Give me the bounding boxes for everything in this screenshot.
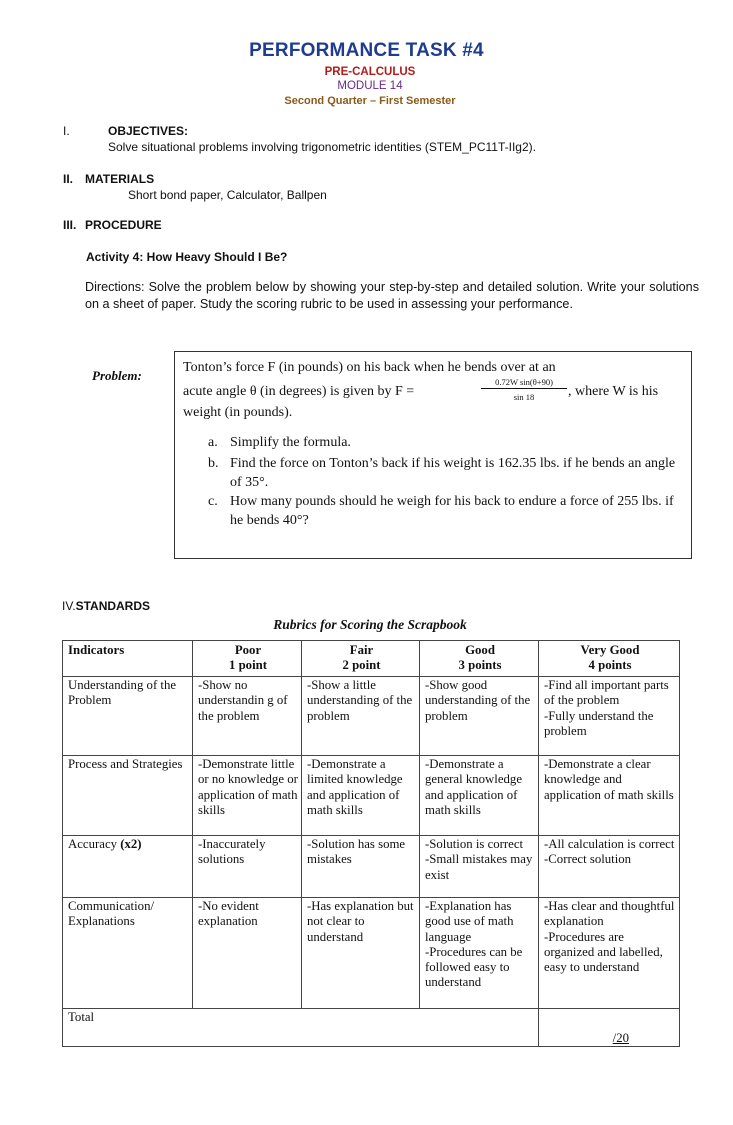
- rubric-table: [62, 640, 680, 1047]
- total-score: /20: [612, 1030, 629, 1045]
- very-good-cell: -Demonstrate a clear knowledge and application of math skills: [539, 756, 680, 836]
- problem-line-2: [183, 384, 414, 400]
- very-good-cell: -Has clear and thoughtful explanation -Procedures are organized and labelled, easy to understand: [539, 898, 680, 1009]
- formula-denominator: sin 18: [513, 392, 535, 402]
- fair-cell: -Demonstrate a limited knowledge and application of math skills: [302, 756, 420, 836]
- objectives-number: I.: [63, 124, 70, 138]
- problem-item-b: [208, 454, 688, 494]
- objectives-heading: OBJECTIVES:: [108, 124, 189, 138]
- fair-cell: -Show a little understanding of the problem: [302, 677, 420, 756]
- problem-line-3: weight (in pounds).: [183, 405, 293, 420]
- materials-heading: MATERIALS: [85, 172, 155, 186]
- problem-label: Problem:: [92, 368, 142, 383]
- poor-cell: -Show no understandin g of the problem: [193, 677, 302, 756]
- header-very-good-points: 4 points: [588, 658, 632, 673]
- total-score-cell: [539, 1009, 680, 1047]
- problem-item-text: Find the force on Tonton’s back if his weight is 162.35 lbs. if he bends an angle of 35°.: [230, 456, 676, 490]
- procedure-heading: PROCEDURE: [85, 218, 162, 232]
- indicator-cell: Understanding of the Problem: [63, 677, 193, 756]
- indicator-cell: Accuracy (x2): [63, 836, 193, 898]
- header-fair-points: 2 point: [342, 658, 381, 673]
- total-row: [63, 1009, 680, 1047]
- total-label: Total: [63, 1009, 539, 1047]
- header-indicators: Indicators: [63, 641, 193, 677]
- good-cell: -Demonstrate a general knowledge and application of math skills: [420, 756, 539, 836]
- problem-line-1: Tonton’s force F (in pounds) on his back when he bends over at an: [183, 360, 556, 375]
- module-label: MODULE 14: [337, 80, 403, 92]
- standards-title: STANDARDS: [75, 599, 151, 613]
- table-row: [63, 756, 680, 836]
- problem-item-marker: a.: [208, 435, 218, 450]
- quarter-label: Second Quarter – First Semester: [284, 95, 456, 107]
- poor-cell: -No evident explanation: [193, 898, 302, 1009]
- materials-number: II.: [63, 172, 74, 186]
- problem-line-2-post: , where W is his: [568, 384, 659, 399]
- header-very-good: Very Good 4 points: [539, 641, 680, 677]
- fair-cell: -Solution has some mistakes: [302, 836, 420, 898]
- header-good-points: 3 points: [458, 658, 502, 673]
- problem-item-text: How many pounds should he weigh for his back to endure a force of 255 lbs. if he bends 40°?: [230, 494, 674, 528]
- materials-text: Short bond paper, Calculator, Ballpen: [128, 188, 327, 202]
- header-fair: Fair 2 point: [302, 641, 420, 677]
- problem-line-2-pre: acute angle θ (in degrees) is given by F =: [183, 384, 415, 399]
- problem-item-text: Simplify the formula.: [230, 435, 351, 450]
- activity-title: Activity 4: How Heavy Should I Be?: [86, 250, 288, 264]
- procedure-number: III.: [63, 218, 77, 232]
- formula-numerator: 0.72W sin(θ+90): [481, 377, 567, 389]
- fair-cell: -Has explanation but not clear to understand: [302, 898, 420, 1009]
- table-row: [63, 898, 680, 1009]
- problem-item-marker: b.: [208, 456, 219, 471]
- page-title: PERFORMANCE TASK #4: [249, 40, 484, 61]
- table-row: [63, 677, 680, 756]
- problem-item-c: [208, 492, 688, 532]
- table-row: [63, 836, 680, 898]
- good-cell: -Show good understanding of the problem: [420, 677, 539, 756]
- objectives-text: Solve situational problems involving trigonometric identities (STEM_PC11T-IIg2).: [108, 140, 536, 154]
- indicator-cell: Communication/ Explanations: [63, 898, 193, 1009]
- standards-number: IV.: [62, 599, 76, 613]
- subject-label: PRE-CALCULUS: [324, 66, 416, 78]
- standards-heading: [62, 599, 150, 613]
- header-good: Good 3 points: [420, 641, 539, 677]
- header-poor: Poor 1 point: [193, 641, 302, 677]
- very-good-cell: -All calculation is correct -Correct solution: [539, 836, 680, 898]
- header-poor-points: 1 point: [228, 658, 268, 673]
- very-good-cell: -Find all important parts of the problem -Fully understand the problem: [539, 677, 680, 756]
- good-cell: -Solution is correct -Small mistakes may exist: [420, 836, 539, 898]
- directions-text: Directions: Solve the problem below by showing your step-by-step and detailed solution. Write your solutions on a sheet of paper. Study the scoring rubric to be used in assessing your performance.: [85, 280, 699, 311]
- indicator-cell: Process and Strategies: [63, 756, 193, 836]
- problem-item-a: [208, 433, 688, 453]
- poor-cell: -Inaccurately solutions: [193, 836, 302, 898]
- rubric-title: Rubrics for Scoring the Scrapbook: [273, 617, 467, 632]
- good-cell: -Explanation has good use of math language -Procedures can be followed easy to understand: [420, 898, 539, 1009]
- rubric-header-row: [63, 641, 680, 677]
- problem-item-marker: c.: [208, 494, 218, 509]
- poor-cell: -Demonstrate little or no knowledge or application of math skills: [193, 756, 302, 836]
- accuracy-multiplier: (x2): [120, 837, 142, 851]
